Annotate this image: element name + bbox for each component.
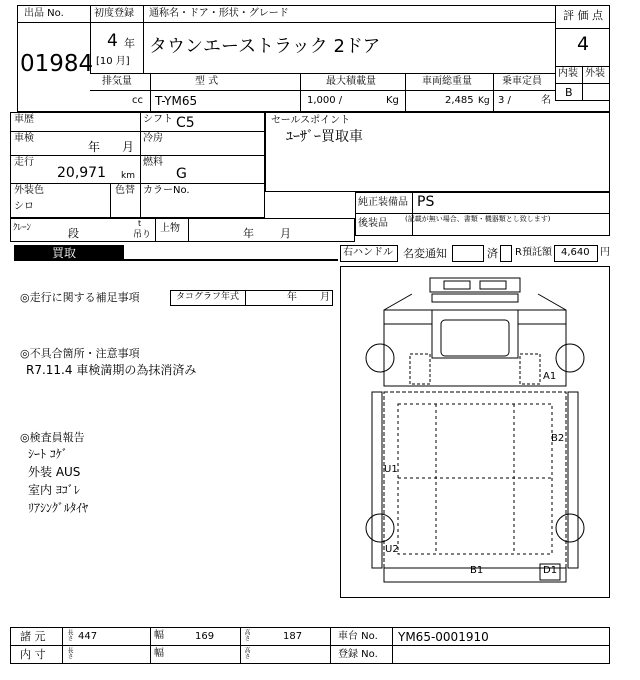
inspector-line: 室内 ﾖｺﾞﾚ — [28, 483, 80, 497]
tachograph-label: タコグラフ年式 — [176, 292, 240, 302]
sales-point: ﾕｰｻﾞｰ買取車 — [286, 129, 363, 145]
recycle-unit: 円 — [600, 247, 610, 258]
fuel: G — [176, 166, 187, 182]
color-label: 外装色 — [14, 185, 44, 196]
mileage: 20,971 — [57, 165, 106, 181]
shift-label: シフト — [143, 114, 173, 125]
sales-point-label: セールスポイント — [271, 115, 351, 126]
ac-label: 冷房 — [143, 133, 163, 144]
lot-label: 出品 No. — [24, 8, 64, 19]
model: T-YM65 — [155, 94, 198, 108]
seats: 3 / — [498, 95, 511, 106]
crane-lift: 吊り — [133, 230, 152, 240]
interior-grade: B — [565, 86, 573, 99]
name-change-label: 名変通知 — [403, 247, 447, 260]
inspection-year: 年 — [88, 140, 101, 154]
purchase-label: 買取 — [52, 246, 77, 260]
steering: 右ハンドル — [343, 247, 393, 258]
seats-unit: 名 — [541, 95, 551, 106]
gross-unit: Kg — [478, 96, 490, 106]
color: シロ — [14, 201, 34, 212]
chassis: YM65-0001910 — [398, 630, 489, 644]
equipment-label: 純正装備品 — [358, 197, 408, 208]
exterior-label: 外装 — [585, 68, 605, 79]
crane-stage: 段 — [68, 227, 79, 240]
mark-u1: U1 — [384, 464, 398, 475]
inspector-line: ｼｰﾄ ｺｹﾞ — [28, 447, 68, 461]
height-label-internal: 高さ — [243, 647, 250, 659]
reg-month: [10 月] — [96, 56, 130, 67]
inspector-heading: ◎検査員報告 — [20, 431, 85, 444]
model-label: 型 式 — [195, 76, 219, 87]
length-label-internal: 長さ — [66, 647, 73, 659]
gross: 2,485 — [445, 95, 474, 106]
inspector-line: 外装 AUS — [28, 465, 81, 479]
recycle-label: 済 — [487, 247, 498, 260]
seats-label: 乗車定員 — [502, 76, 542, 87]
reg-year-unit: 年 — [124, 37, 135, 50]
capacity: 1,000 / — [307, 95, 343, 106]
mark-b1: B1 — [470, 565, 484, 576]
capacity-label: 最大積載量 — [326, 76, 376, 87]
upper-label: 上物 — [160, 223, 180, 234]
displacement-label: 排気量 — [102, 76, 132, 87]
name-change-box — [452, 245, 484, 262]
reg-label: 初度登録 — [94, 8, 134, 19]
name-label: 通称名・ドア・形状・グレード — [149, 8, 289, 19]
history-label: 車歴 — [14, 114, 34, 125]
gross-label: 車両総重量 — [422, 76, 472, 87]
defect-line: R7.11.4 車検満期の為抹消済み — [26, 363, 197, 377]
aftermarket-label: 後装品 — [358, 218, 388, 229]
fuel-label: 燃料 — [143, 157, 163, 168]
score-label: 評 価 点 — [563, 9, 603, 22]
upper-year: 年 — [243, 227, 254, 240]
aftermarket-note: (記載が無い場合、書類・機器類とし致します) — [405, 215, 551, 223]
inspection-month: 月 — [122, 140, 135, 154]
width-label-internal: 幅 — [154, 648, 164, 659]
score: 4 — [577, 33, 590, 55]
internal-label: 内 寸 — [20, 648, 46, 661]
width: 169 — [195, 631, 215, 642]
color-no-label: 色替 — [115, 185, 135, 196]
defects-heading: ◎不具合箇所・注意事項 — [20, 347, 140, 360]
color-code-label: カラーNo. — [143, 185, 190, 196]
inspector-line: ﾘｱｼﾝｸﾞﾙﾀｲﾔ — [28, 501, 89, 515]
status-underline — [124, 259, 338, 261]
mark-u2: U2 — [385, 544, 399, 555]
crane-ton: t — [138, 219, 142, 228]
mileage-notes-heading: ◎走行に関する補足事項 — [20, 291, 140, 304]
lot-number: 01984 — [20, 51, 94, 77]
equipment: PS — [417, 194, 435, 210]
inspection-label: 車検 — [14, 133, 34, 144]
vehicle-name: タウンエーストラック 2ドア — [149, 36, 381, 57]
shift: C5 — [176, 115, 195, 131]
mileage-label: 走行 — [14, 157, 34, 168]
crane-label: ｸﾚｰﾝ — [13, 223, 32, 233]
tacho-month: 月 — [320, 292, 330, 303]
interior-label: 内装 — [558, 68, 578, 79]
reg-no-label: 登録 No. — [338, 649, 378, 660]
mark-a1: A1 — [543, 371, 557, 382]
mileage-unit: km — [121, 171, 135, 181]
truck-outline-diagram — [340, 266, 610, 598]
purchase-banner — [14, 245, 124, 261]
displacement-unit: cc — [132, 95, 143, 106]
details-grid — [10, 112, 265, 218]
upper-month: 月 — [280, 227, 291, 240]
mark-b2: B2 — [551, 433, 565, 444]
height: 187 — [283, 631, 303, 642]
length: 447 — [78, 631, 98, 642]
crane-row — [10, 218, 355, 242]
width-label: 幅 — [154, 630, 164, 641]
recycle-fee-label: R預託額 — [515, 247, 552, 258]
mark-d1: D1 — [543, 565, 558, 576]
recycle-fee: 4,640 — [561, 247, 590, 258]
length-label: 長さ — [66, 629, 73, 641]
reg-year: 4 — [107, 31, 118, 51]
height-label: 高さ — [243, 629, 250, 641]
tacho-year: 年 — [287, 292, 297, 303]
capacity-unit: Kg — [386, 95, 399, 106]
recycle-check-box — [500, 245, 512, 262]
chassis-label: 車台 No. — [338, 631, 378, 642]
specs-label: 諸 元 — [20, 630, 46, 643]
